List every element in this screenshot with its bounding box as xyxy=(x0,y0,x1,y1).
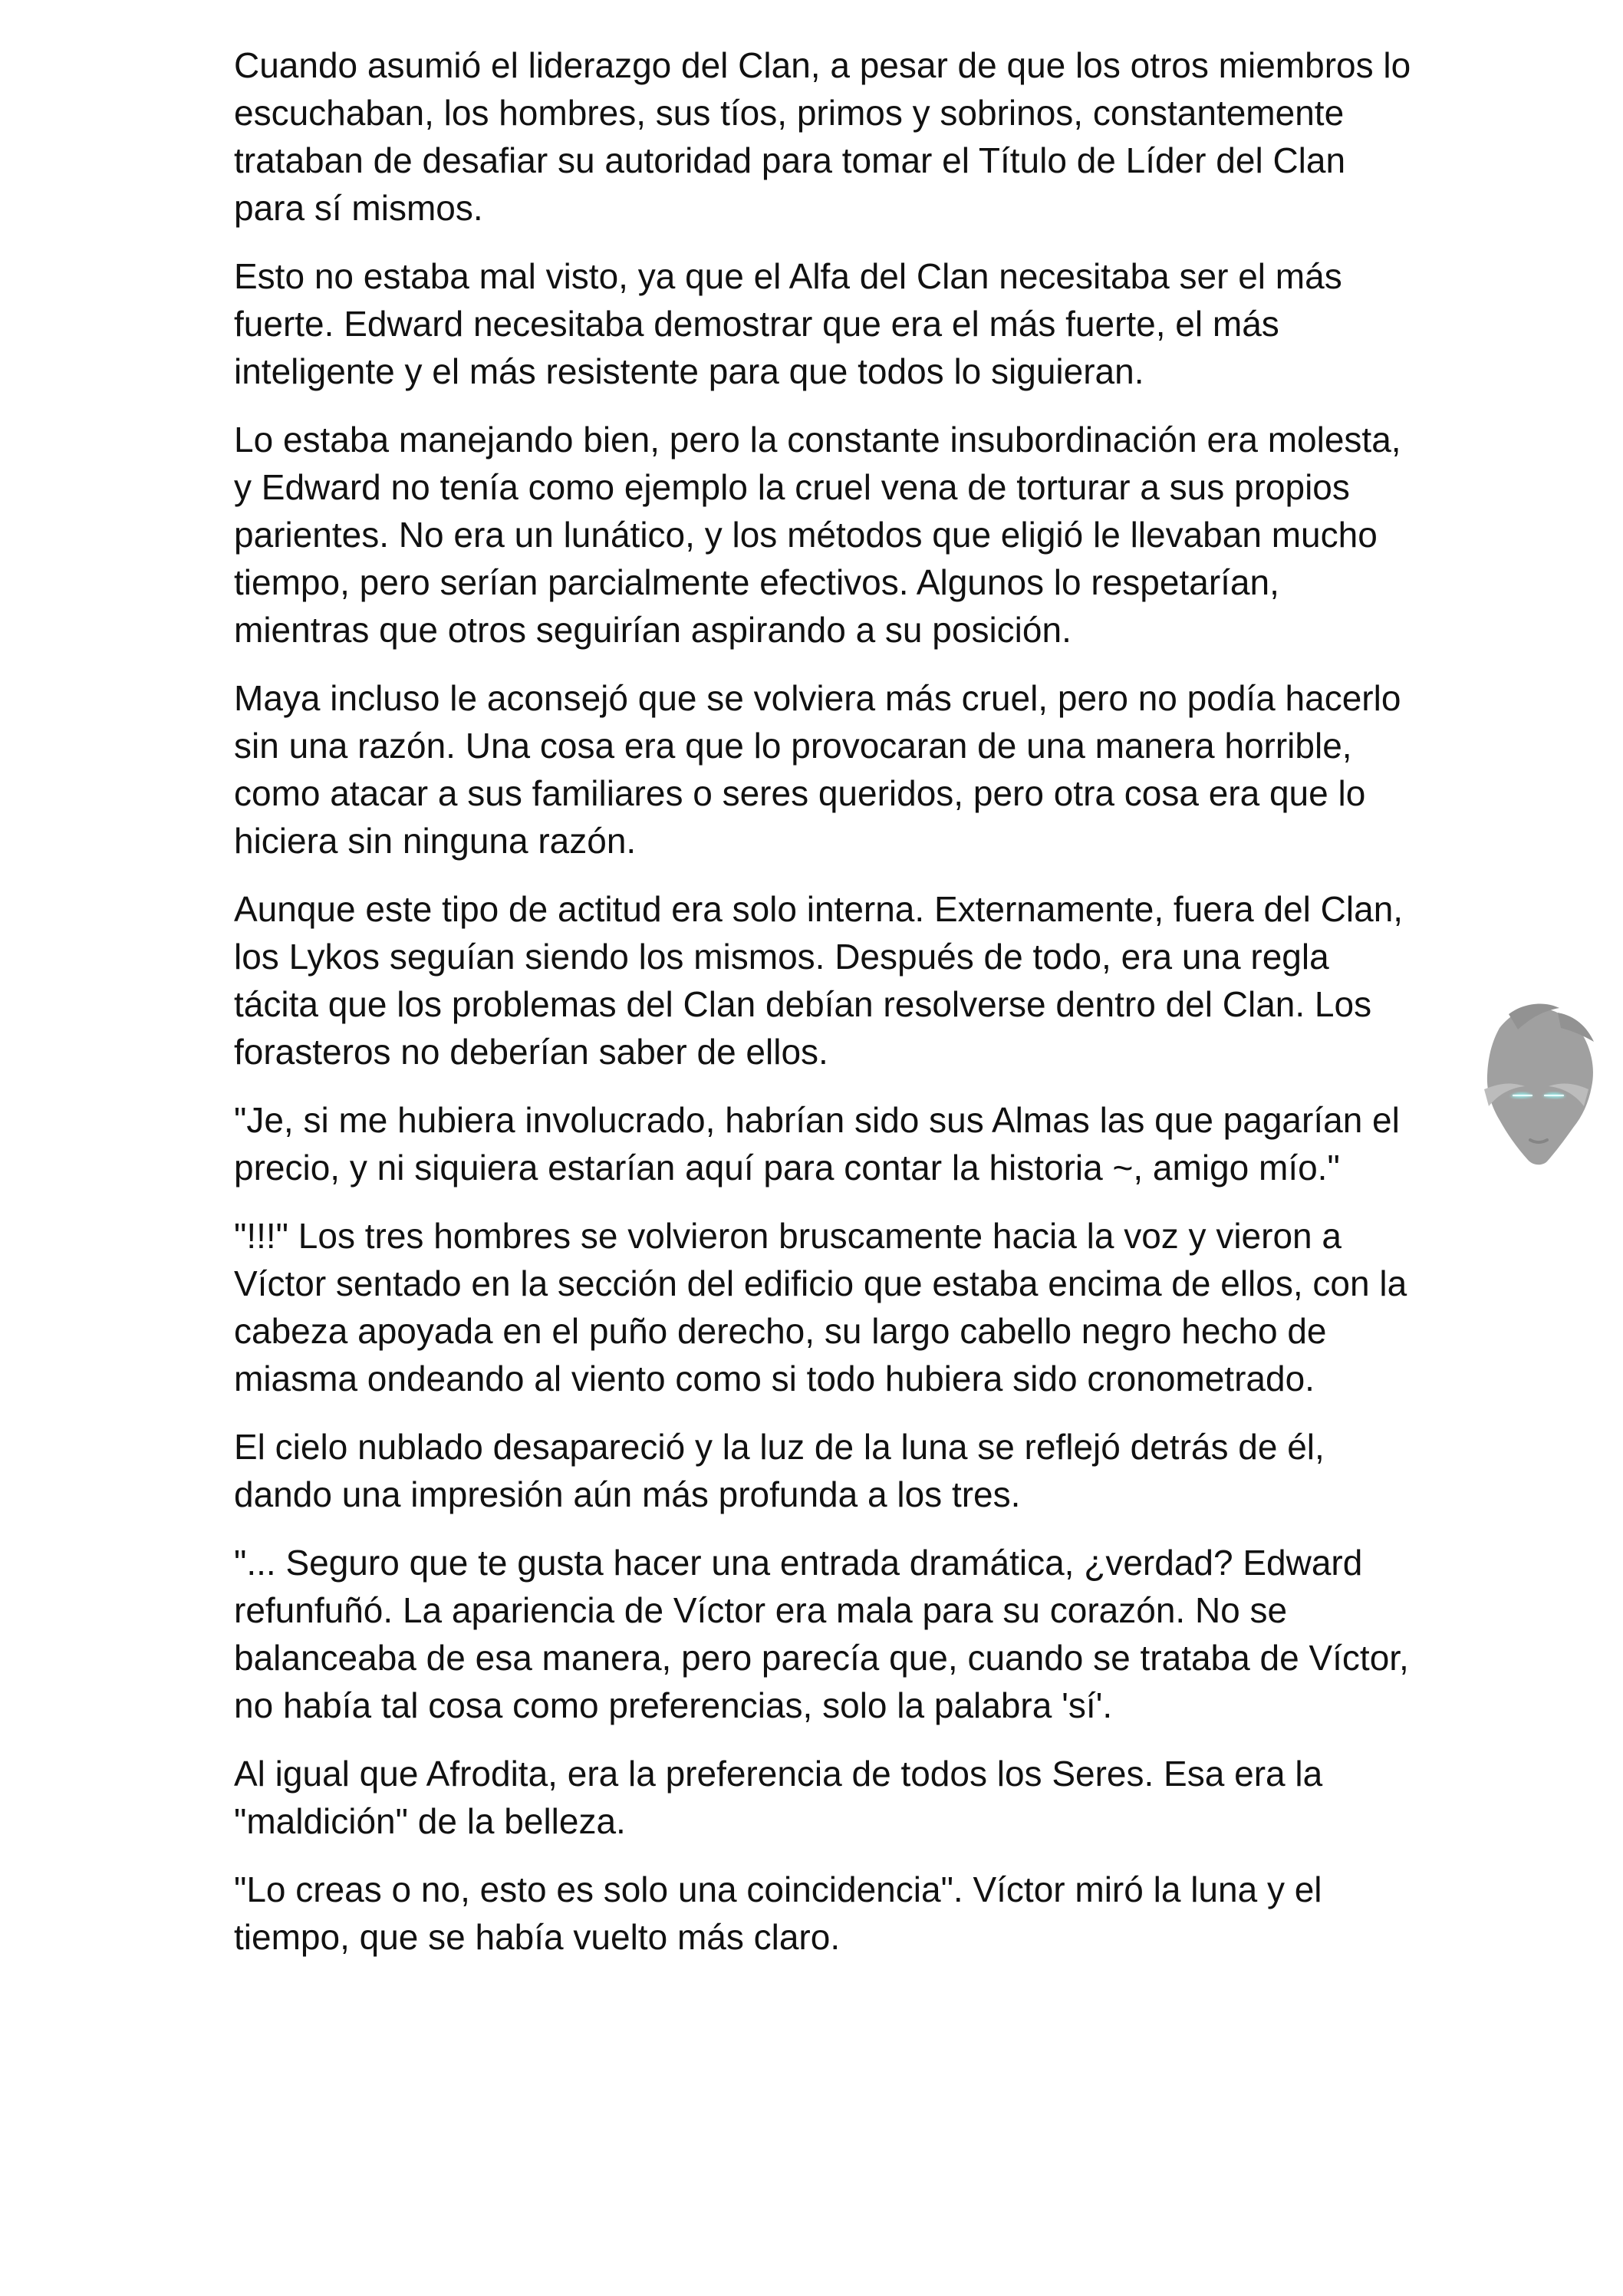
paragraph-7: "!!!" Los tres hombres se volvieron bruscamente hacia la voz y vieron a Víctor sentado en la sección del edificio que estaba encima de ellos, con la cabeza apoyada en el puño derecho, su largo cabello negro hecho de miasma ondeando al viento como si todo hubiera sido cronometrado. xyxy=(234,1216,1407,1398)
paragraph-8: El cielo nublado desapareció y la luz de la luna se reflejó detrás de él, dando una impresión aún más profunda a los tres. xyxy=(234,1427,1325,1514)
document-body xyxy=(234,41,1415,1981)
paragraph-3: Lo estaba manejando bien, pero la constante insubordinación era molesta, y Edward no tenía como ejemplo la cruel vena de torturar a sus propios parientes. No era un lunático, y los métodos que eligió le llevaban mucho tiempo, pero serían parcialmente efectivos. Algunos lo respetarían, mientras que otros seguirían aspirando a su posición. xyxy=(234,420,1401,650)
paragraph-9: "... Seguro que te gusta hacer una entrada dramática, ¿verdad? Edward refunfuñó. La apariencia de Víctor era mala para su corazón. No se balanceaba de esa manera, pero parecía que, cuando se trataba de Víctor, no había tal cosa como preferencias, solo la palabra 'sí'. xyxy=(234,1543,1409,1725)
paragraph-11: "Lo creas o no, esto es solo una coincidencia". Víctor miró la luna y el tiempo, que se había vuelto más claro. xyxy=(234,1869,1322,1957)
demon-head-icon xyxy=(1469,997,1607,1166)
paragraph-2: Esto no estaba mal visto, ya que el Alfa del Clan necesitaba ser el más fuerte. Edward necesitaba demostrar que era el más fuerte, el más inteligente y el más resistente para que todos lo siguieran. xyxy=(234,256,1342,391)
paragraph-10: Al igual que Afrodita, era la preferencia de todos los Seres. Esa era la "maldición" de la belleza. xyxy=(234,1754,1323,1841)
paragraph-1: Cuando asumió el liderazgo del Clan, a pesar de que los otros miembros lo escuchaban, los hombres, sus tíos, primos y sobrinos, constantemente trataban de desafiar su autoridad para tomar el Título de Líder del Clan para sí mismos. xyxy=(234,45,1411,228)
watermark xyxy=(1469,997,1607,1166)
paragraph-6: "Je, si me hubiera involucrado, habrían sido sus Almas las que pagarían el precio, y ni siquiera estarían aquí para contar la historia ~, amigo mío." xyxy=(234,1100,1400,1188)
paragraph-5: Aunque este tipo de actitud era solo interna. Externamente, fuera del Clan, los Lykos seguían siendo los mismos. Después de todo, era una regla tácita que los problemas del Clan debían resolverse dentro del Clan. Los forasteros no deberían saber de ellos. xyxy=(234,889,1404,1072)
paragraph-4: Maya incluso le aconsejó que se volviera más cruel, pero no podía hacerlo sin una razón. Una cosa era que lo provocaran de una manera horrible, como atacar a sus familiares o seres queridos, pero otra cosa era que lo hiciera sin ninguna razón. xyxy=(234,678,1401,861)
